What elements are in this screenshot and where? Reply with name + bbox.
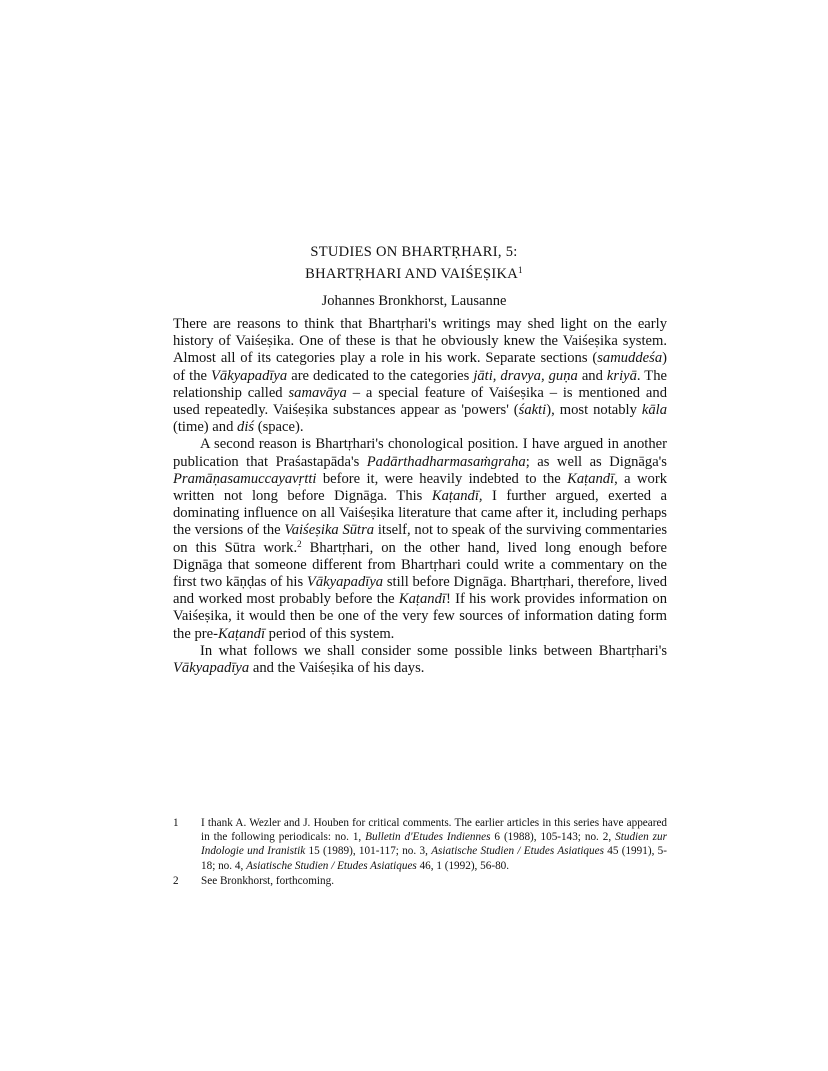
- text-run: I thank A. Wezler and J. Houben for critical comments. The earlier articles in this series have appeared in the following periodicals: no. 1,: [201, 817, 667, 844]
- italic-run: Vākyapadīya: [211, 367, 288, 384]
- text-run: In what follows we shall consider some possible links between Bhartṛhari's: [200, 642, 667, 659]
- text-run: and: [577, 367, 607, 384]
- text-run: (space).: [254, 419, 304, 436]
- text-run: still before Dignāga. Bhartṛhari, therefore, lived and worked most probably before the: [173, 574, 667, 608]
- title-line-1: STUDIES ON BHARTṚHARI, 5:: [310, 244, 518, 260]
- text-run: 6 (1988), 105-143; no. 2,: [490, 831, 616, 844]
- text-run: itself, not to speak of the surviving commentaries on this Sūtra work.: [173, 522, 668, 556]
- italic-run: Studien zur Indologie und Iranistik: [201, 831, 667, 858]
- body-text: [173, 316, 667, 677]
- italic-run: Kaṭandī: [217, 625, 266, 642]
- italic-run: Bulletin d'Etudes Indiennes: [365, 831, 491, 844]
- italic-run: Asiatische Studien / Etudes Asiatiques: [246, 859, 417, 872]
- paragraph-3: [173, 643, 667, 677]
- footnote-text: [201, 874, 667, 888]
- text-run: period of this system.: [265, 625, 395, 642]
- italic-run: Vaiśeṣika Sūtra: [284, 522, 375, 539]
- italic-run: Pramāṇasamuccayavṛtti: [173, 470, 317, 487]
- text-run: are dedicated to the categories: [287, 367, 474, 384]
- article-title: [0, 243, 828, 283]
- footnote-ref: 2: [297, 538, 302, 549]
- text-run: A second reason is Bhartṛhari's chonological position. I have argued in another publication that Praśastapāda's: [173, 436, 667, 470]
- text-run: 15 (1989), 101-117; no. 3,: [305, 845, 432, 858]
- text-run: 45 (1991), 5-18; no. 4,: [201, 845, 667, 872]
- text-run: before it, were heavily indebted to the: [316, 470, 568, 487]
- italic-run: samuddeśa: [597, 350, 663, 367]
- italic-run: samavāya: [288, 384, 347, 401]
- italic-run: kāla: [641, 402, 667, 419]
- italic-run: śakti: [518, 402, 547, 419]
- text-run: ), most notably: [546, 402, 642, 419]
- footnote-text: [201, 816, 667, 873]
- italic-run: Padārthadharmasaṁgraha: [366, 453, 526, 470]
- italic-run: Kaṭandī: [431, 488, 479, 505]
- footnote-number: 2: [173, 874, 179, 887]
- text-run: (time) and: [173, 419, 238, 436]
- italic-run: Asiatische Studien / Etudes Asiatiques: [431, 845, 604, 858]
- text-run: ! If his work provides information on Vaiśeṣika, it would then be one of the very few sources of information dating form the pre-: [173, 591, 667, 642]
- text-run: , I further argued, exerted a dominating influence on all Vaiśeṣika literature that came after it, including perhaps the versions of the: [173, 488, 668, 539]
- text-run: See Bronkhorst, forthcoming.: [201, 874, 334, 887]
- paragraph-2: [173, 436, 667, 642]
- title-line-2: [0, 261, 828, 283]
- footnote-number: 1: [173, 817, 179, 829]
- text-run: and the Vaiśeṣika of his days.: [249, 660, 425, 677]
- italic-run: Kaṭandī: [398, 591, 446, 608]
- footnote-1: [173, 816, 667, 873]
- italic-run: kriyā: [606, 367, 637, 384]
- text-run: Bhartṛhari, on the other hand, lived long enough before Dignāga that someone different from Bhartṛhari could write a commentary on the first two kāṇḍas of his: [173, 539, 667, 591]
- text-run: ; as well as Dignāga's: [525, 453, 667, 470]
- footnote-2: [173, 874, 667, 888]
- text-run: There are reasons to think that Bhartṛhari's writings may shed light on the early history of Vaiśeṣika. One of these is that he obviously knew the Vaiśeṣika system. Almost all of its categories play a role in his work. Separate sections (: [173, 316, 667, 367]
- text-run: . The relationship called: [173, 367, 667, 401]
- italic-run: jāti, dravya, guṇa: [473, 367, 578, 384]
- italic-run: Vākyapadīya: [173, 660, 250, 677]
- text-run: ) of the: [173, 350, 667, 384]
- author-line: Johannes Bronkhorst, Lausanne: [321, 293, 507, 309]
- title-line-2-text: BHARTṚHARI AND VAIŚEṢIKA: [305, 266, 519, 282]
- italic-run: Vākyapadīya: [306, 574, 384, 591]
- paragraph-1: [173, 316, 667, 436]
- text-run: 46, 1 (1992), 56-80.: [416, 859, 510, 872]
- text-run: – a special feature of Vaiśeṣika – is mentioned and used repeatedly. Vaiśeṣika substances appear as 'powers' (: [173, 384, 667, 419]
- italic-run: Kaṭandī: [567, 470, 615, 487]
- italic-run: diś: [237, 419, 255, 436]
- title-footnote-marker: 1: [518, 265, 523, 275]
- footnotes: [173, 816, 667, 889]
- text-run: , a work written not long before Dignāga. This: [173, 470, 667, 505]
